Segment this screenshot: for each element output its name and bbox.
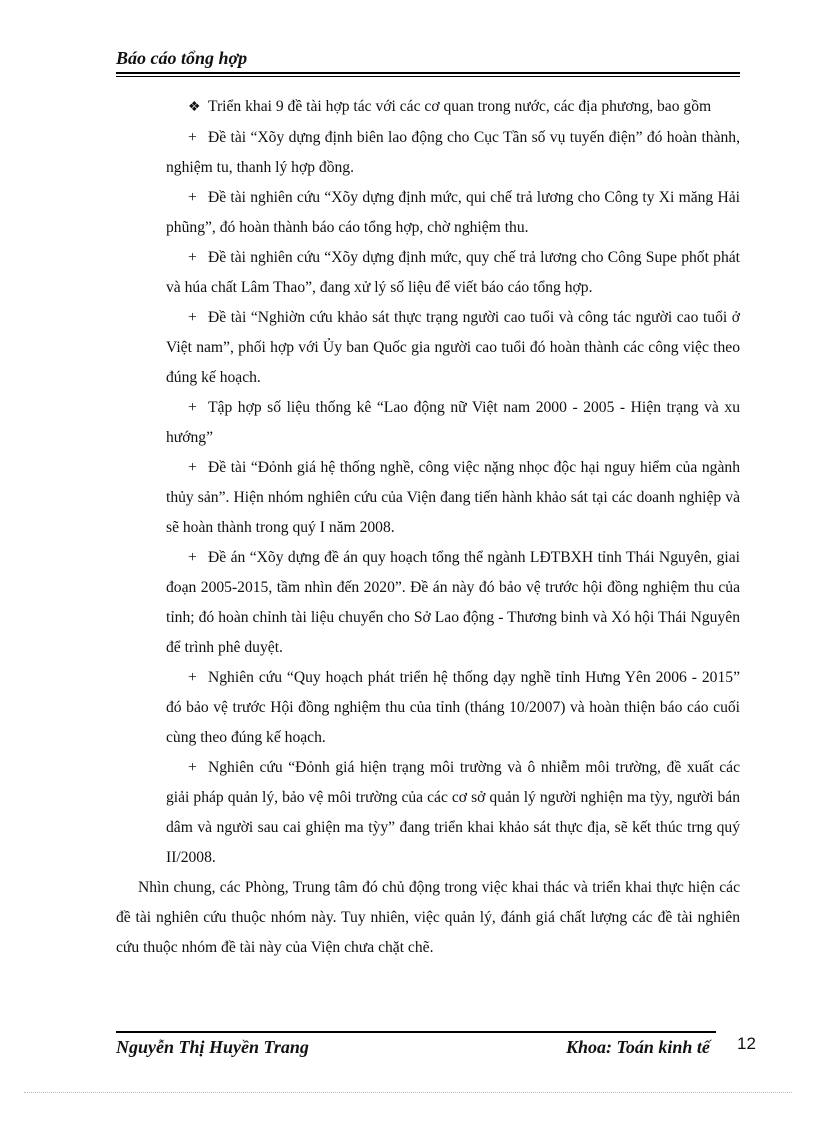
header-rule-thin	[116, 76, 740, 77]
list-item	[116, 393, 740, 453]
list-item-text: Đề tài “Xõy dựng định biên lao động cho Cục Tần số vụ tuyến điện” đó hoàn thành, nghiệm tu, thanh lý hợp đồng.	[166, 129, 740, 176]
list-item	[116, 303, 740, 393]
list-item-text: Đề tài “Đỏnh giá hệ thống nghề, công việc nặng nhọc độc hại nguy hiểm của ngành thủy sản”. Hiện nhóm nghiên cứu của Viện đang tiến hành khảo sát tại các doanh nghiệp và sẽ hoàn thành trong quý I năm 2008.	[166, 459, 740, 536]
list-item-text: Đề tài nghiên cứu “Xõy dựng định mức, quy chế trả lương cho Công Supe phốt phát và húa chất Lâm Thao”, đang xử lý số liệu để viết báo cáo tổng hợp.	[166, 249, 740, 296]
list-item	[116, 543, 740, 663]
plus-bullet-icon: +	[188, 669, 197, 686]
plus-bullet-icon: +	[188, 189, 197, 206]
list-item-text: Nghiên cứu “Quy hoạch phát triển hệ thống dạy nghề tỉnh Hưng Yên 2006 - 2015” đó bảo vệ trước Hội đồng nghiệm thu của tỉnh (tháng 10/2007) và hoàn thiện báo cáo cuối cùng theo đúng kế hoạch.	[166, 669, 740, 746]
plus-bullet-icon: +	[188, 249, 197, 266]
list-item-text: Nghiên cứu “Đỏnh giá hiện trạng môi trường và ô nhiễm môi trường, đề xuất các giải pháp quản lý, bảo vệ môi trường của các cơ sở quản lý người nghiện ma tỳy, người bán dâm và người sau cai ghiện ma tỳy” đang triển khai khảo sát thực địa, sẽ kết thúc trng quý II/2008.	[166, 759, 740, 866]
conclusion-paragraph: Nhìn chung, các Phòng, Trung tâm đó chủ động trong việc khai thác và triển khai thực hiện các đề tài nghiên cứu thuộc nhóm này. Tuy nhiên, việc quản lý, đánh giá chất lượng các đề tài nghiên cứu thuộc nhóm đề tài này của Viện chưa chặt chẽ.	[116, 879, 740, 956]
list-item	[116, 453, 740, 543]
header-rule	[116, 72, 740, 74]
footer-faculty: Khoa: Toán kinh tế	[566, 1037, 710, 1057]
list-item	[116, 243, 740, 303]
list-item-text: Tập hợp số liệu thống kê “Lao động nữ Việt nam 2000 - 2005 - Hiện trạng và xu hướng”	[166, 399, 740, 446]
intro-paragraph	[116, 92, 740, 123]
list-item	[116, 183, 740, 243]
list-item-text: Đề tài “Nghiờn cứu khảo sát thực trạng người cao tuổi và công tác người cao tuổi ở Việt nam”, phối hợp với Ủy ban Quốc gia người cao tuổi đó hoàn thành các công việc theo đúng kế hoạch.	[166, 309, 740, 386]
plus-bullet-icon: +	[188, 549, 197, 566]
item-list	[116, 123, 740, 873]
footer-rule	[116, 1031, 716, 1033]
intro-text: Triển khai 9 đề tài hợp tác với các cơ quan trong nước, các địa phương, bao gồm	[208, 98, 712, 115]
document-body	[116, 92, 740, 963]
plus-bullet-icon: +	[188, 399, 197, 416]
plus-bullet-icon: +	[188, 459, 197, 476]
header-title: Báo cáo tổng hợp	[116, 48, 248, 68]
list-item-text: Đề tài nghiên cứu “Xõy dựng định mức, qui chế trả lương cho Công ty Xi măng Hải phũng”, đó hoàn thành báo cáo tổng hợp, chờ nghiệm thu.	[166, 189, 740, 236]
page-bottom-dotted-line	[24, 1092, 792, 1093]
list-item	[116, 123, 740, 183]
footer-author: Nguyễn Thị Huyền Trang	[116, 1037, 309, 1057]
page-number: 12	[737, 1034, 756, 1053]
plus-bullet-icon: +	[188, 759, 197, 776]
diamond-bullet-icon: ❖	[188, 100, 201, 115]
list-item	[116, 663, 740, 753]
plus-bullet-icon: +	[188, 129, 197, 146]
plus-bullet-icon: +	[188, 309, 197, 326]
list-item-text: Đề án “Xõy dựng đề án quy hoạch tổng thể ngành LĐTBXH tỉnh Thái Nguyên, giai đoạn 2005-2015, tầm nhìn đến 2020”. Đề án này đó bảo vệ trước hội đồng nghiệm thu của tỉnh; đó hoàn chỉnh tài liệu chuyển cho Sở Lao động - Thương binh và Xó hội Thái Nguyên để trình phê duyệt.	[166, 549, 740, 656]
list-item	[116, 753, 740, 873]
